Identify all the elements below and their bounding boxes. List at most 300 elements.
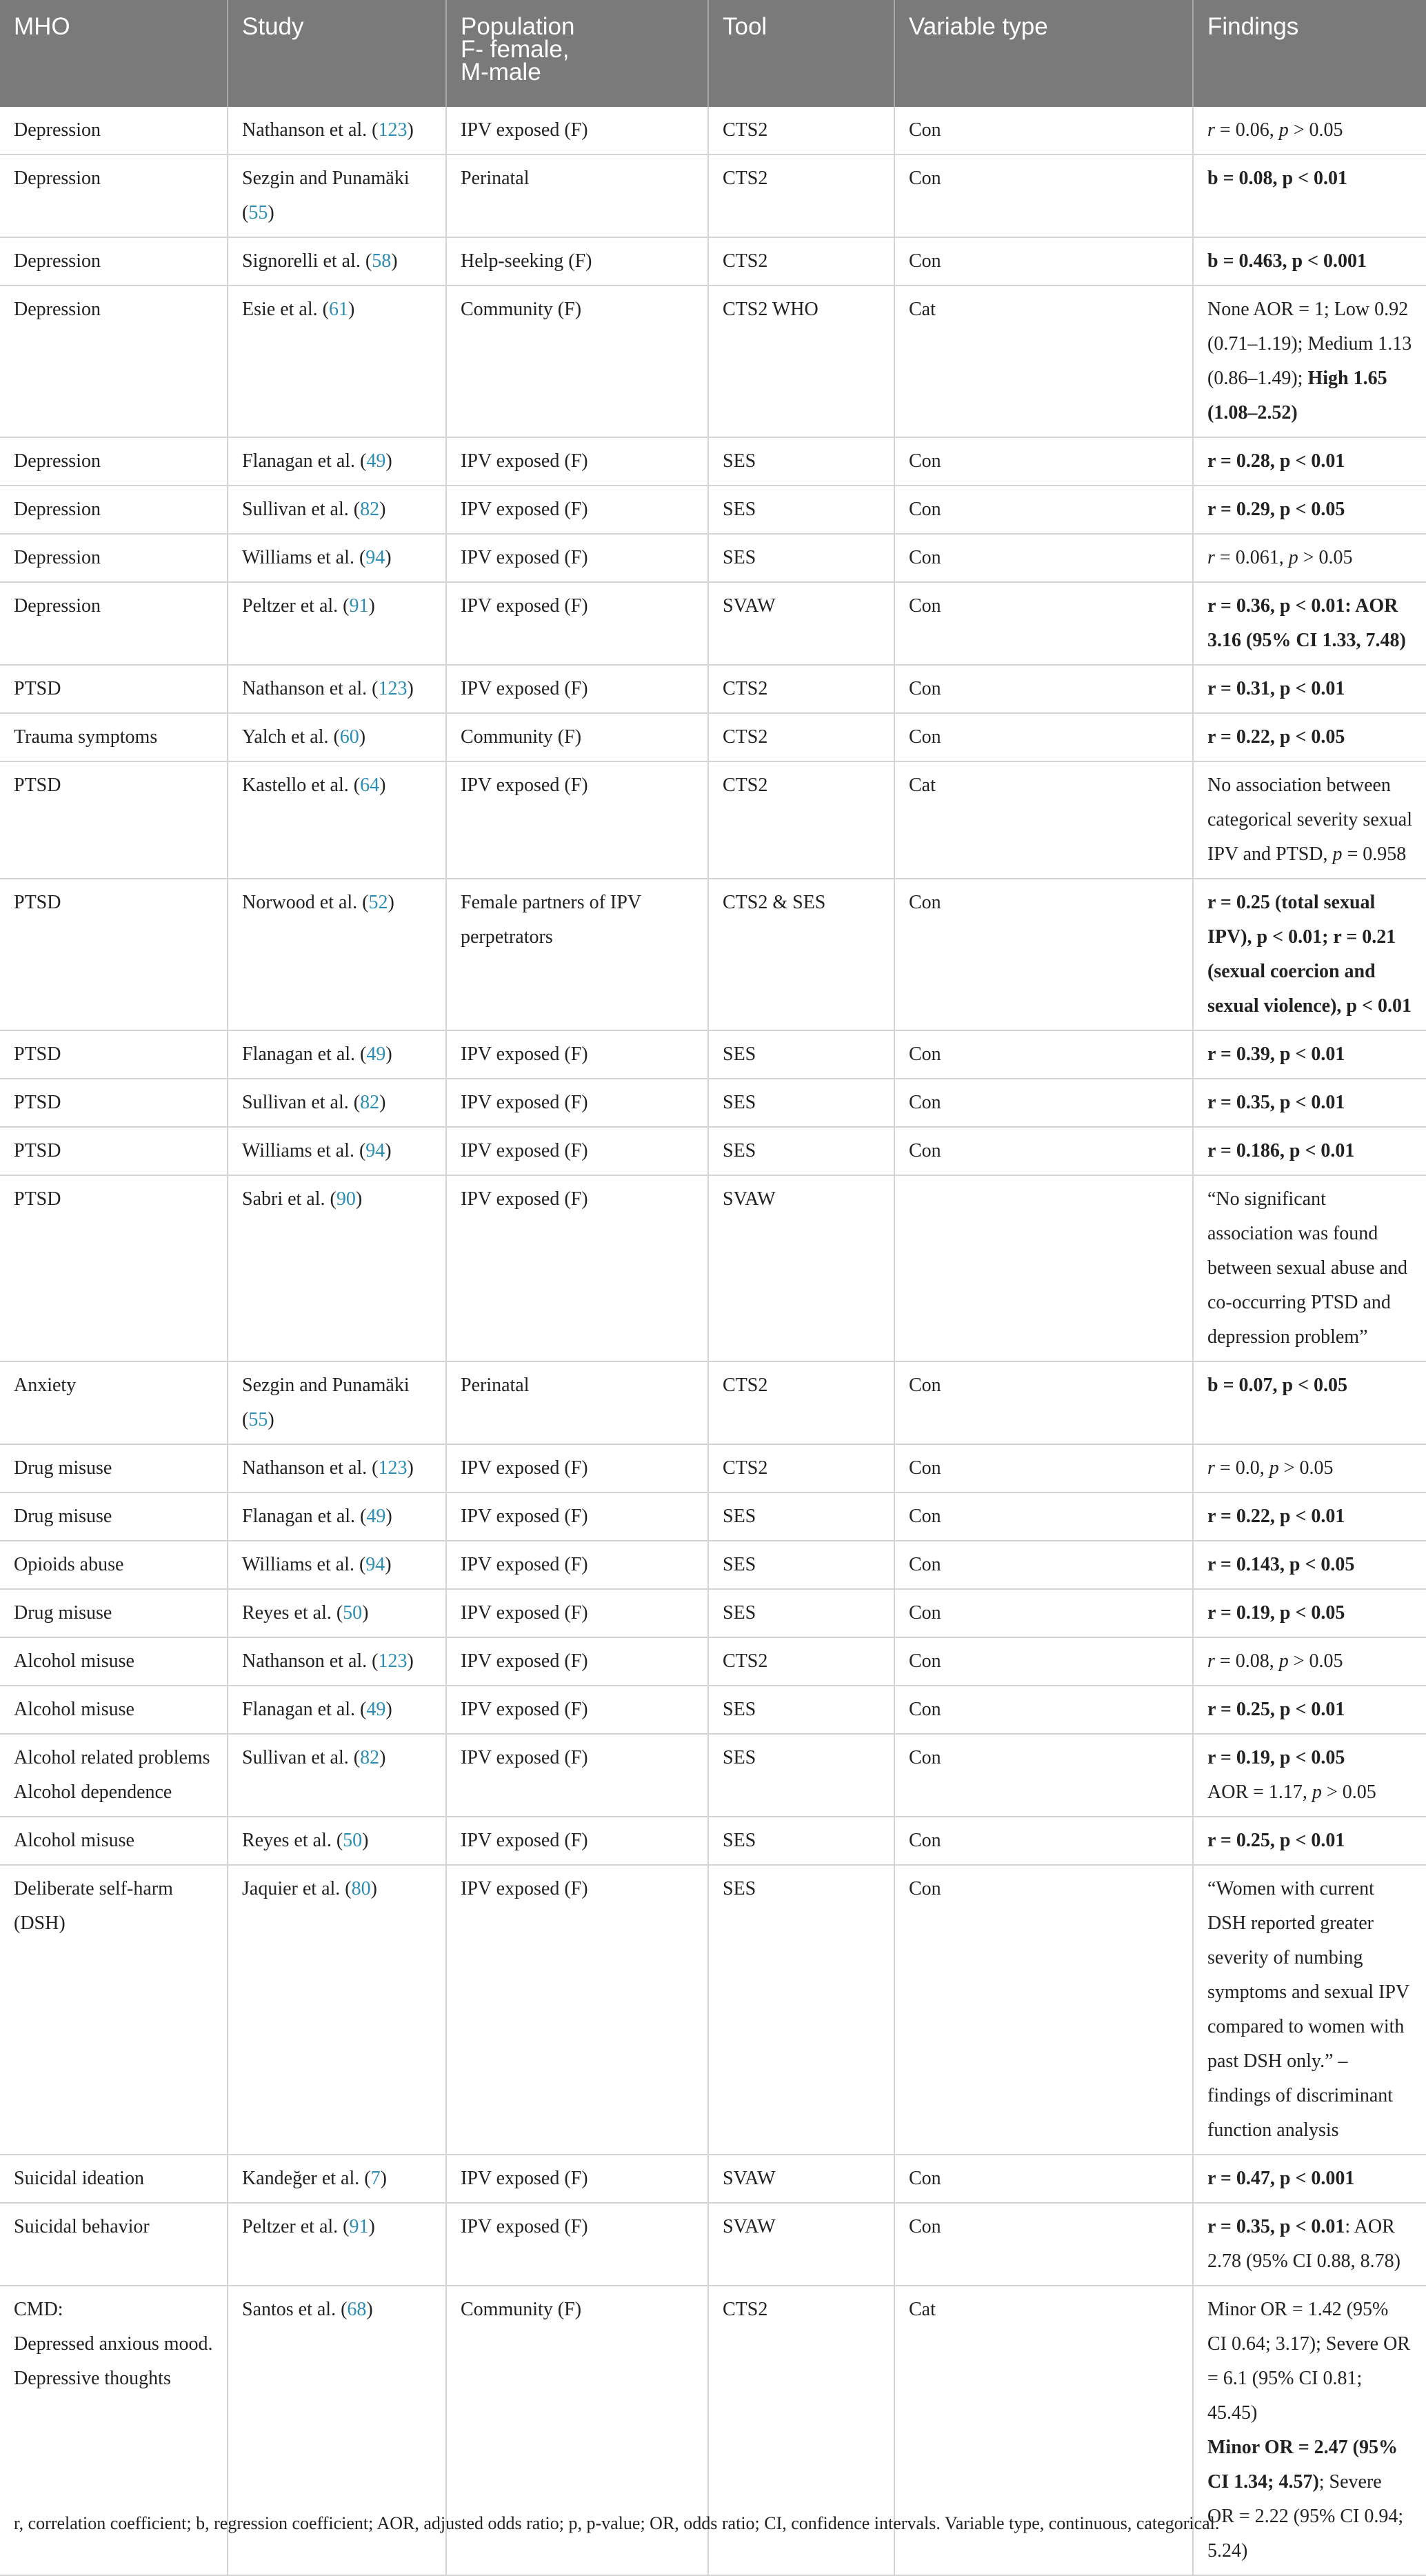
- cell-study: [228, 1865, 446, 2155]
- cell-tool: CTS2 WHO: [708, 286, 894, 437]
- findings-segment: p: [1332, 843, 1343, 865]
- cell-population: IPV exposed (F): [446, 1079, 708, 1127]
- cell-mho: [0, 1079, 228, 1127]
- cell-population: IPV exposed (F): [446, 665, 708, 713]
- cell-mho: [0, 1865, 228, 2155]
- cell-study: [228, 879, 446, 1030]
- findings-segment: = 0.08,: [1214, 1650, 1279, 1672]
- cell-population: IPV exposed (F): [446, 534, 708, 582]
- cell-mho: [0, 713, 228, 761]
- reference-link[interactable]: 80: [351, 1878, 371, 1899]
- reference-close-paren: ): [407, 1457, 414, 1479]
- cell-tool: SES: [708, 1127, 894, 1175]
- findings-segment: r = 0.35, p < 0.01: [1207, 1092, 1345, 1113]
- table-row: [0, 1127, 1426, 1175]
- mho-line: Depression: [14, 499, 101, 520]
- table-row: [0, 286, 1426, 437]
- cell-findings: [1193, 2155, 1426, 2203]
- table-row: [0, 486, 1426, 534]
- cell-tool: CTS2: [708, 1637, 894, 1686]
- reference-link[interactable]: 123: [378, 1457, 408, 1479]
- cell-variable-type: Con: [894, 437, 1193, 486]
- findings-segment: p: [1269, 1457, 1279, 1479]
- findings-segment: r = 0.29, p < 0.05: [1207, 499, 1345, 520]
- findings-segment: p: [1278, 119, 1289, 141]
- cell-study: [228, 237, 446, 286]
- findings-segment: r = 0.143, p < 0.05: [1207, 1554, 1355, 1575]
- mho-line: Depressive thoughts: [14, 2368, 171, 2389]
- cell-tool: CTS2: [708, 761, 894, 879]
- mho-line: Trauma symptoms: [14, 726, 158, 748]
- findings-segment: r = 0.186, p < 0.01: [1207, 1140, 1355, 1161]
- cell-tool: SES: [708, 486, 894, 534]
- mho-line: Depression: [14, 595, 101, 617]
- header-row: [0, 0, 1426, 107]
- cell-population: Help-seeking (F): [446, 237, 708, 286]
- reference-link[interactable]: 82: [360, 1092, 380, 1113]
- study-author: Sabri et al. (: [242, 1188, 337, 1210]
- cell-tool: SES: [708, 1589, 894, 1637]
- study-author: Kandeğer et al. (: [242, 2168, 371, 2189]
- study-author: Sullivan et al. (: [242, 1747, 361, 1768]
- cell-tool: SVAW: [708, 2155, 894, 2203]
- cell-variable-type: Cat: [894, 286, 1193, 437]
- reference-close-paren: ): [366, 2299, 373, 2320]
- mho-line: Depression: [14, 168, 101, 189]
- mho-line: Deliberate self-harm (DSH): [14, 1878, 173, 1934]
- cell-tool: CTS2: [708, 107, 894, 154]
- findings-segment: r = 0.35, p < 0.01: [1207, 2216, 1345, 2237]
- reference-link[interactable]: 55: [248, 1409, 268, 1430]
- table-row: [0, 665, 1426, 713]
- cell-study: [228, 154, 446, 237]
- reference-link[interactable]: 49: [366, 450, 386, 472]
- cell-findings: [1193, 237, 1426, 286]
- cell-findings: [1193, 1079, 1426, 1127]
- reference-close-paren: ): [362, 1830, 369, 1851]
- reference-close-paren: ): [368, 2216, 375, 2237]
- cell-variable-type: Con: [894, 1492, 1193, 1541]
- cell-mho: [0, 1686, 228, 1734]
- reference-link[interactable]: 50: [343, 1830, 363, 1851]
- study-author: Williams et al. (: [242, 1140, 366, 1161]
- study-author: Sezgin and Punamäki (: [242, 1375, 410, 1430]
- cell-population: Community (F): [446, 713, 708, 761]
- cell-mho: [0, 1127, 228, 1175]
- cell-mho: [0, 1637, 228, 1686]
- table-row: [0, 1734, 1426, 1817]
- table-row: [0, 1079, 1426, 1127]
- reference-close-paren: ): [362, 1602, 369, 1624]
- cell-population: IPV exposed (F): [446, 1541, 708, 1589]
- table-row: [0, 534, 1426, 582]
- findings-segment: r = 0.19, p < 0.05: [1207, 1747, 1345, 1768]
- cell-study: [228, 2155, 446, 2203]
- study-author: Yalch et al. (: [242, 726, 340, 748]
- cell-findings: [1193, 2286, 1426, 2575]
- findings-segment: = 0.0,: [1214, 1457, 1269, 1479]
- mho-line: Depression: [14, 250, 101, 272]
- cell-study: [228, 1541, 446, 1589]
- cell-tool: CTS2: [708, 1361, 894, 1444]
- mho-line: PTSD: [14, 1188, 61, 1210]
- cell-mho: [0, 1817, 228, 1865]
- table-row: [0, 879, 1426, 1030]
- reference-link[interactable]: 49: [366, 1506, 386, 1527]
- mho-line: Suicidal behavior: [14, 2216, 150, 2237]
- reference-link[interactable]: 94: [365, 1140, 385, 1161]
- findings-segment: “No significant association was found between sexual abuse and co-occurring PTSD and depression problem”: [1207, 1188, 1407, 1348]
- cell-tool: CTS2: [708, 713, 894, 761]
- findings-segment: r = 0.19, p < 0.05: [1207, 1602, 1345, 1624]
- reference-link[interactable]: 91: [349, 595, 369, 617]
- mho-line: Depression: [14, 119, 101, 141]
- cell-study: [228, 437, 446, 486]
- header-population-line-2: F- female,: [461, 36, 570, 63]
- cell-mho: [0, 879, 228, 1030]
- reference-link[interactable]: 52: [368, 892, 388, 913]
- cell-population: IPV exposed (F): [446, 1444, 708, 1492]
- study-author: Flanagan et al. (: [242, 1506, 367, 1527]
- cell-study: [228, 1817, 446, 1865]
- reference-link[interactable]: 50: [343, 1602, 363, 1624]
- mho-line: Alcohol misuse: [14, 1650, 134, 1672]
- study-author: Peltzer et al. (: [242, 595, 350, 617]
- mho-line: CMD:: [14, 2299, 63, 2320]
- cell-population: IPV exposed (F): [446, 1589, 708, 1637]
- cell-variable-type: Con: [894, 107, 1193, 154]
- cell-variable-type: Con: [894, 1079, 1193, 1127]
- cell-population: IPV exposed (F): [446, 761, 708, 879]
- findings-segment: AOR = 1.17,: [1207, 1781, 1312, 1803]
- cell-findings: [1193, 665, 1426, 713]
- cell-study: [228, 534, 446, 582]
- cell-population: IPV exposed (F): [446, 1686, 708, 1734]
- findings-segment: b = 0.463, p < 0.001: [1207, 250, 1367, 272]
- reference-link[interactable]: 49: [366, 1044, 386, 1065]
- cell-population: IPV exposed (F): [446, 1817, 708, 1865]
- header-findings: Findings: [1207, 13, 1299, 40]
- cell-tool: SVAW: [708, 1175, 894, 1361]
- cell-study: [228, 1175, 446, 1361]
- cell-findings: [1193, 582, 1426, 665]
- cell-findings: [1193, 1589, 1426, 1637]
- table-footnote: r, correlation coefficient; b, regression coefficient; AOR, adjusted odds ratio; p, p-value; OR, odds ratio; CI, confidence intervals. Variable type, continuous, categorical.: [14, 2513, 1220, 2533]
- reference-link[interactable]: 123: [378, 1650, 408, 1672]
- findings-segment: > 0.05: [1288, 119, 1343, 141]
- cell-variable-type: Con: [894, 879, 1193, 1030]
- reference-close-paren: ): [370, 1878, 377, 1899]
- mho-line: Anxiety: [14, 1375, 77, 1396]
- study-author: Kastello et al. (: [242, 775, 361, 796]
- mho-line: Depression: [14, 299, 101, 320]
- reference-link[interactable]: 49: [366, 1699, 386, 1720]
- reference-close-paren: ): [388, 892, 394, 913]
- reference-close-paren: ): [379, 499, 386, 520]
- table-row: [0, 1444, 1426, 1492]
- table-row: [0, 582, 1426, 665]
- study-author: Nathanson et al. (: [242, 678, 379, 699]
- reference-close-paren: ): [407, 119, 414, 141]
- reference-close-paren: ): [379, 775, 386, 796]
- mho-line: Alcohol dependence: [14, 1781, 172, 1803]
- findings-segment: None AOR = 1; Low 0.92 (0.71–1.19); Medium 1.13 (0.86–1.49);: [1207, 299, 1412, 389]
- cell-tool: SES: [708, 1817, 894, 1865]
- reference-close-paren: ): [385, 547, 392, 568]
- study-author: Esie et al. (: [242, 299, 329, 320]
- findings-segment: r: [1207, 1650, 1215, 1672]
- cell-findings: [1193, 713, 1426, 761]
- study-author: Santos et al. (: [242, 2299, 348, 2320]
- findings-segment: r: [1207, 547, 1215, 568]
- cell-variable-type: Con: [894, 1361, 1193, 1444]
- mho-line: Drug misuse: [14, 1506, 112, 1527]
- reference-link[interactable]: 64: [360, 775, 380, 796]
- cell-tool: SES: [708, 1734, 894, 1817]
- cell-study: [228, 665, 446, 713]
- reference-close-paren: ): [379, 1092, 386, 1113]
- cell-tool: CTS2: [708, 237, 894, 286]
- cell-findings: [1193, 761, 1426, 879]
- cell-population: IPV exposed (F): [446, 1175, 708, 1361]
- reference-close-paren: ): [368, 595, 375, 617]
- mho-line: Suicidal ideation: [14, 2168, 144, 2189]
- cell-variable-type: Con: [894, 1444, 1193, 1492]
- cell-mho: [0, 1589, 228, 1637]
- cell-population: IPV exposed (F): [446, 107, 708, 154]
- reference-close-paren: ): [348, 299, 355, 320]
- mho-line: Alcohol misuse: [14, 1830, 134, 1851]
- cell-study: [228, 2203, 446, 2286]
- cell-findings: [1193, 879, 1426, 1030]
- table-row: [0, 2203, 1426, 2286]
- study-author: Nathanson et al. (: [242, 1650, 379, 1672]
- reference-close-paren: ): [268, 202, 274, 223]
- cell-study: [228, 286, 446, 437]
- cell-variable-type: Con: [894, 1030, 1193, 1079]
- cell-tool: CTS2: [708, 2286, 894, 2575]
- cell-population: IPV exposed (F): [446, 1492, 708, 1541]
- findings-segment: b = 0.07, p < 0.05: [1207, 1375, 1348, 1396]
- cell-tool: SES: [708, 1541, 894, 1589]
- cell-tool: CTS2 & SES: [708, 879, 894, 1030]
- cell-mho: [0, 437, 228, 486]
- cell-study: [228, 1492, 446, 1541]
- cell-mho: [0, 107, 228, 154]
- table-row: [0, 1361, 1426, 1444]
- reference-link[interactable]: 123: [378, 678, 408, 699]
- mho-line: PTSD: [14, 1044, 61, 1065]
- cell-mho: [0, 761, 228, 879]
- cell-tool: SES: [708, 1030, 894, 1079]
- reference-link[interactable]: 94: [365, 1554, 385, 1575]
- findings-segment: = 0.061,: [1214, 547, 1289, 568]
- reference-link[interactable]: 61: [328, 299, 348, 320]
- findings-segment: > 0.05: [1278, 1457, 1334, 1479]
- cell-tool: SVAW: [708, 2203, 894, 2286]
- findings-segment: r = 0.22, p < 0.01: [1207, 1506, 1345, 1527]
- cell-tool: SES: [708, 1865, 894, 2155]
- findings-segment: > 0.05: [1298, 547, 1353, 568]
- study-author: Reyes et al. (: [242, 1602, 343, 1624]
- cell-population: Community (F): [446, 2286, 708, 2575]
- reference-close-paren: ): [391, 250, 398, 272]
- cell-population: IPV exposed (F): [446, 486, 708, 534]
- cell-variable-type: Con: [894, 713, 1193, 761]
- cell-tool: SES: [708, 437, 894, 486]
- cell-variable-type: Con: [894, 1686, 1193, 1734]
- cell-mho: [0, 665, 228, 713]
- reference-close-paren: ): [385, 1140, 392, 1161]
- cell-population: IPV exposed (F): [446, 437, 708, 486]
- cell-findings: [1193, 437, 1426, 486]
- findings-segment: r = 0.39, p < 0.01: [1207, 1044, 1345, 1065]
- cell-mho: [0, 2203, 228, 2286]
- cell-tool: SES: [708, 1686, 894, 1734]
- mho-line: Alcohol misuse: [14, 1699, 134, 1720]
- mho-line: Depression: [14, 547, 101, 568]
- mho-line: PTSD: [14, 775, 61, 796]
- cell-variable-type: Con: [894, 1541, 1193, 1589]
- cell-findings: [1193, 1865, 1426, 2155]
- cell-variable-type: Cat: [894, 2286, 1193, 2575]
- study-author: Signorelli et al. (: [242, 250, 372, 272]
- cell-findings: [1193, 534, 1426, 582]
- cell-population: IPV exposed (F): [446, 1734, 708, 1817]
- reference-link[interactable]: 7: [370, 2168, 381, 2189]
- study-author: Flanagan et al. (: [242, 450, 367, 472]
- header-mho: MHO: [0, 0, 228, 107]
- findings-segment: : AOR 2.78 (95% CI 0.88, 8.78): [1207, 2216, 1400, 2272]
- header-population-line-1: Population: [461, 13, 575, 40]
- cell-findings: [1193, 1686, 1426, 1734]
- cell-study: [228, 1030, 446, 1079]
- study-author: Sezgin and Punamäki (: [242, 168, 410, 223]
- findings-segment: No association between categorical severity sexual IPV and PTSD,: [1207, 775, 1412, 865]
- cell-variable-type: [894, 1175, 1193, 1361]
- reference-link[interactable]: 90: [336, 1188, 356, 1210]
- reference-close-paren: ): [268, 1409, 274, 1430]
- table-row: [0, 1637, 1426, 1686]
- study-author: Peltzer et al. (: [242, 2216, 350, 2237]
- cell-mho: [0, 486, 228, 534]
- cell-study: [228, 1734, 446, 1817]
- study-author: Nathanson et al. (: [242, 1457, 379, 1479]
- cell-population: Perinatal: [446, 154, 708, 237]
- reference-link[interactable]: 82: [360, 1747, 380, 1768]
- findings-segment: > 0.05: [1321, 1781, 1376, 1803]
- cell-findings: [1193, 1734, 1426, 1817]
- mho-line: PTSD: [14, 1140, 61, 1161]
- reference-close-paren: ): [385, 1044, 392, 1065]
- cell-findings: [1193, 1817, 1426, 1865]
- table-row: [0, 1686, 1426, 1734]
- findings-segment: r = 0.28, p < 0.01: [1207, 450, 1345, 472]
- findings-segment: r = 0.31, p < 0.01: [1207, 678, 1345, 699]
- cell-study: [228, 1444, 446, 1492]
- cell-findings: [1193, 1127, 1426, 1175]
- reference-link[interactable]: 94: [365, 547, 385, 568]
- cell-population: Female partners of IPV perpetrators: [446, 879, 708, 1030]
- reference-link[interactable]: 58: [372, 250, 392, 272]
- cell-study: [228, 1637, 446, 1686]
- study-author: Reyes et al. (: [242, 1830, 343, 1851]
- table-row: [0, 2155, 1426, 2203]
- header-population: [446, 0, 708, 107]
- findings-segment: r: [1207, 1457, 1215, 1479]
- study-author: Williams et al. (: [242, 547, 366, 568]
- cell-study: [228, 486, 446, 534]
- findings-segment: r = 0.25, p < 0.01: [1207, 1830, 1345, 1851]
- cell-variable-type: Con: [894, 486, 1193, 534]
- reference-close-paren: ): [380, 2168, 387, 2189]
- cell-mho: [0, 582, 228, 665]
- cell-population: IPV exposed (F): [446, 1637, 708, 1686]
- findings-segment: r = 0.22, p < 0.05: [1207, 726, 1345, 748]
- header-tool: Tool: [708, 0, 894, 107]
- cell-findings: [1193, 107, 1426, 154]
- cell-variable-type: Con: [894, 2203, 1193, 2286]
- mho-line: PTSD: [14, 1092, 61, 1113]
- cell-study: [228, 761, 446, 879]
- reference-close-paren: ): [385, 1506, 392, 1527]
- cell-tool: SES: [708, 1492, 894, 1541]
- reference-link[interactable]: 123: [378, 119, 408, 141]
- mho-line: Depressed anxious mood.: [14, 2333, 213, 2355]
- table-row: [0, 1865, 1426, 2155]
- findings-segment: r = 0.25, p < 0.01: [1207, 1699, 1345, 1720]
- reference-link[interactable]: 68: [347, 2299, 367, 2320]
- reference-close-paren: ): [385, 1699, 392, 1720]
- cell-study: [228, 1127, 446, 1175]
- table-row: [0, 1030, 1426, 1079]
- cell-variable-type: Con: [894, 665, 1193, 713]
- study-author: Jaquier et al. (: [242, 1878, 352, 1899]
- header-variable-type: Variable type: [894, 0, 1193, 107]
- cell-population: Perinatal: [446, 1361, 708, 1444]
- cell-findings: [1193, 2203, 1426, 2286]
- cell-study: [228, 1079, 446, 1127]
- cell-findings: [1193, 486, 1426, 534]
- mho-line: Drug misuse: [14, 1457, 112, 1479]
- table-row: [0, 761, 1426, 879]
- cell-mho: [0, 1734, 228, 1817]
- cell-mho: [0, 1175, 228, 1361]
- cell-study: [228, 1686, 446, 1734]
- findings-segment: ; Severe OR = 2.22 (95% CI 0.94; 5.24): [1207, 2471, 1404, 2562]
- cell-findings: [1193, 1444, 1426, 1492]
- study-author: Norwood et al. (: [242, 892, 369, 913]
- cell-study: [228, 582, 446, 665]
- cell-mho: [0, 1030, 228, 1079]
- reference-close-paren: ): [385, 1554, 392, 1575]
- cell-mho: [0, 1361, 228, 1444]
- cell-tool: CTS2: [708, 1444, 894, 1492]
- reference-close-paren: ): [355, 1188, 363, 1210]
- reference-link[interactable]: 55: [248, 202, 268, 223]
- mho-line: PTSD: [14, 678, 61, 699]
- cell-tool: CTS2: [708, 154, 894, 237]
- findings-segment: > 0.05: [1288, 1650, 1343, 1672]
- findings-segment: = 0.06,: [1214, 119, 1279, 141]
- cell-tool: SVAW: [708, 582, 894, 665]
- reference-link[interactable]: 60: [339, 726, 359, 748]
- reference-link[interactable]: 82: [360, 499, 380, 520]
- reference-link[interactable]: 91: [349, 2216, 369, 2237]
- mho-line: Alcohol related problems: [14, 1747, 210, 1768]
- table-header: [0, 0, 1426, 107]
- table-row: [0, 154, 1426, 237]
